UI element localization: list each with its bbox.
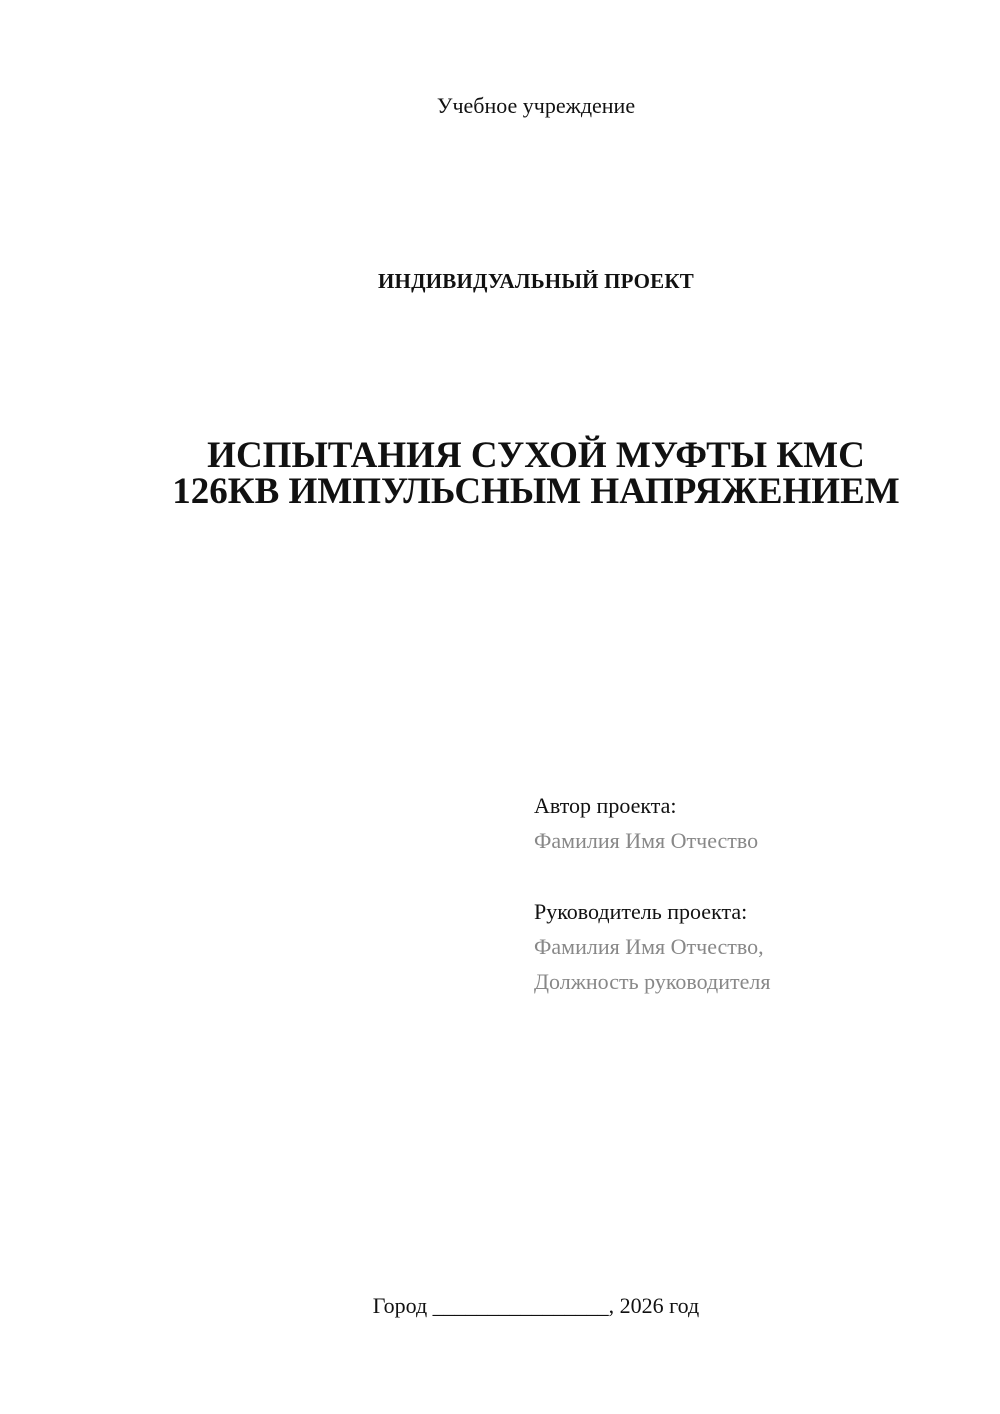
- document-type: ИНДИВИДУАЛЬНЫЙ ПРОЕКТ: [378, 269, 694, 293]
- city-year-footer: Город ________________, 2026 год: [372, 1293, 700, 1318]
- author-label: Автор проекта:: [534, 793, 677, 818]
- spacer: [534, 858, 974, 894]
- project-title: [0, 435, 1000, 512]
- project-title-line-1: ИСПЫТАНИЯ СУХОЙ МУФТЫ КМС: [207, 435, 865, 476]
- author-name: Фамилия Имя Отчество: [534, 828, 759, 853]
- supervisor-position: Должность руководителя: [534, 969, 771, 994]
- supervisor-name: Фамилия Имя Отчество,: [534, 934, 764, 959]
- supervisor-label: Руководитель проекта:: [534, 899, 748, 924]
- project-people-block: [534, 788, 974, 999]
- institution-name: Учебное учреждение: [436, 93, 636, 118]
- project-title-line-2: 126КВ ИМПУЛЬСНЫМ НАПРЯЖЕНИЕМ: [172, 471, 900, 512]
